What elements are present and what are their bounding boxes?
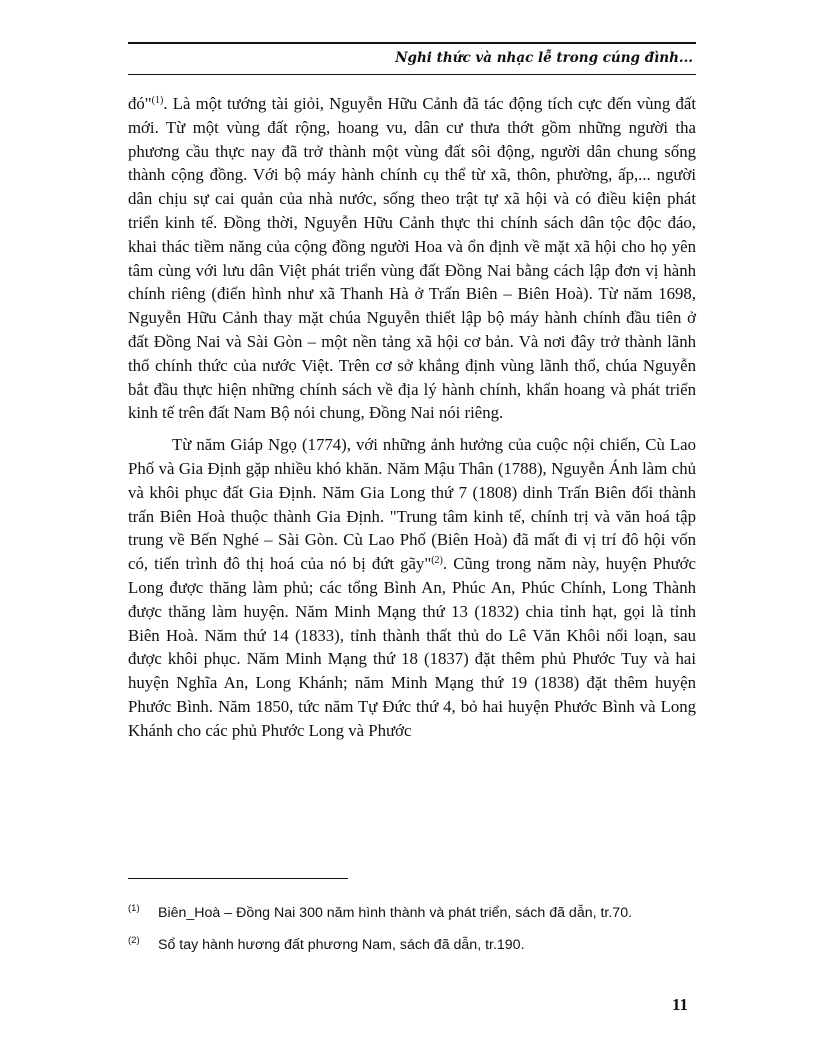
header-rule [128, 74, 696, 75]
footnote-1-text: Biên_Hoà – Đồng Nai 300 năm hình thành và phát triển, sách đã dẫn, tr.70. [158, 905, 633, 921]
footnote-2-text: Sổ tay hành hương đất phương Nam, sách đã dẫn, tr.190. [158, 937, 525, 953]
footnotes [128, 902, 696, 956]
page-number: 11 [671, 995, 688, 1014]
footnote-1-mark: (1) [128, 903, 140, 914]
paragraph-1-text: . Là một tướng tài giỏi, Nguyễn Hữu Cảnh đã tác động tích cực đến vùng đất mới. Từ một vùng đất rộng, hoang vu, dân cư thưa thớt gồm những người tha phương cầu thực nay đã trở thành một vùng đất sôi động, người dân chung sống thành cộng đồng. Với bộ máy hành chính cụ thể từ xã, thôn, phường, ấp,... người dân chịu sự cai quản của nhà nước, sống theo trật tự xã hội và có điều kiện phát triển kinh tế. Đồng thời, Nguyễn Hữu Cảnh thực thi chính sách dân tộc độc đáo, khai thác tiềm năng của cộng đồng người Hoa và ổn định về mặt xã hội cho họ yên tâm cùng với lưu dân Việt phát triển vùng đất Đồng Nai bằng cách lập đơn vị hành chính riêng (điển hình như xã Thanh Hà ở Trấn Biên – Biên Hoà). Từ năm 1698, Nguyễn Hữu Cảnh thay mặt chúa Nguyễn thiết lập bộ máy hành chính đầu tiên ở đất Đồng Nai và Sài Gòn – một nền tảng xã hội cơ bản. Và nơi đây trở thành lãnh thổ chính thức của nước Việt. Trên cơ sở khẳng định vùng lãnh thổ, chúa Nguyễn bắt đầu thực hiện những chính sách về địa lý hành chính, khẩn hoang và phát triển kinh tế trên đất Nam Bộ nói chung, Đồng Nai nói riêng. [128, 94, 696, 423]
paragraph-1-lead: đó" [128, 94, 152, 113]
paragraph-2-text-before: Từ năm Giáp Ngọ (1774), với những ảnh hưởng của cuộc nội chiến, Cù Lao Phố và Gia Định gặp nhiều khó khăn. Năm Mậu Thân (1788), Nguyễn Ánh làm chủ và khôi phục đất Gia Định. Năm Gia Long thứ 7 (1808) dinh Trấn Biên đổi thành trấn Biên Hoà thuộc thành Gia Định. "Trung tâm kinh tế, chính trị và văn hoá tập trung về Bến Nghé – Sài Gòn. Cù Lao Phố (Biên Hoà) đã mất đi vị trí đô hội vốn có, tiến trình đô thị hoá của nó bị đứt gãy" [128, 435, 696, 574]
top-rule [128, 42, 696, 44]
paragraph-1 [128, 92, 696, 425]
paragraph-2 [128, 433, 696, 742]
footnote-1 [128, 902, 696, 924]
footnote-ref-2[interactable]: (2) [431, 555, 443, 567]
footnote-separator [128, 878, 348, 879]
body-text [128, 92, 696, 743]
footnote-2 [128, 934, 696, 956]
running-header: Nghi thức và nhạc lễ trong cúng đình... [395, 50, 693, 66]
footnote-2-mark: (2) [128, 935, 140, 946]
paragraph-2-text-after: . Cũng trong năm này, huyện Phước Long được thăng làm phủ; các tổng Bình An, Phúc An, Phúc Chính, Long Thành được thăng làm huyện. Năm Minh Mạng thứ 13 (1832) chia tỉnh hạt, gọi là tỉnh Biên Hoà. Năm thứ 14 (1833), tỉnh thành thất thủ do Lê Văn Khôi nổi loạn, sau được khôi phục. Năm Minh Mạng thứ 18 (1837) đặt thêm phủ Phước Tuy và hai huyện Nghĩa An, Long Khánh; năm Minh Mạng thứ 19 (1838) đặt thêm huyện Phước Bình. Năm 1850, tức năm Tự Đức thứ 4, bỏ hai huyện Phước Bình và Long Khánh cho các phủ Phước Long và Phước [128, 554, 696, 740]
footnote-ref-1[interactable]: (1) [151, 95, 164, 106]
